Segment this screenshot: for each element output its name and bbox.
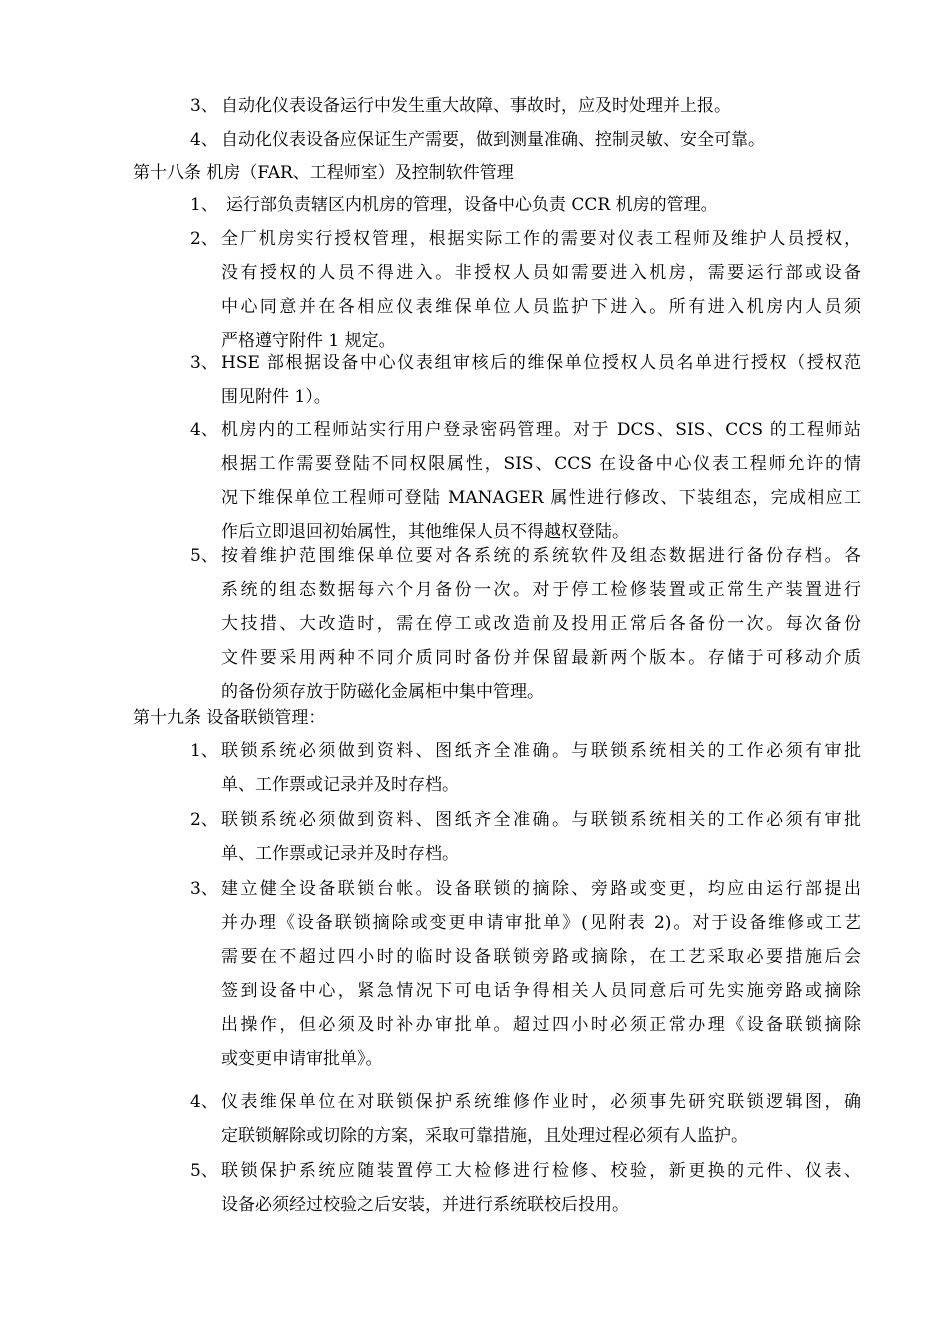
item-line: 况下维保单位工程师可登陆 MANAGER 属性进行修改、下装组态，完成相应工 — [221, 488, 861, 508]
item-line: 机房内的工程师站实行用户登录密码管理。对于 DCS、SIS、CCS 的工程师站 — [221, 420, 861, 440]
item-line: 没有授权的人员不得进入。非授权人员如需要进入机房，需要运行部或设备 — [221, 263, 861, 283]
item-text — [221, 222, 861, 358]
item-number: 4、 — [190, 130, 218, 150]
item-line: 作后立即退回初始属性，其他维保人员不得越权登陆。 — [221, 522, 629, 542]
item-number: 4、 — [190, 420, 218, 440]
item-line: 单、工作票或记录并及时存档。 — [221, 775, 459, 795]
item-line: 根据工作需要登陆不同权限属性，SIS、CCS 在设备中心仪表工程师允许的情 — [221, 454, 861, 474]
item-line: 签到设备中心，紧急情况下可电话争得相关人员同意后可先实施旁路或摘除 — [221, 981, 861, 1001]
item-line: 严格遵守附件 1 规定。 — [221, 331, 396, 351]
item-line: 自动化仪表设备应保证生产需要，做到测量准确、控制灵敏、安全可靠。 — [221, 130, 765, 150]
item-line: 设备必须经过校验之后安装，并进行系统联校后投用。 — [221, 1195, 629, 1215]
item-text — [221, 89, 861, 123]
item-number: 5、 — [190, 546, 218, 566]
item-line: 大技措、大改造时，需在停工或改造前及投用正常后各备份一次。每次备份 — [221, 614, 861, 634]
item-line: 需要在不超过四小时的临时设备联锁旁路或摘除，在工艺采取必要措施后会 — [221, 947, 861, 967]
item-line: 联锁系统必须做到资料、图纸齐全准确。与联锁系统相关的工作必须有审批 — [221, 741, 861, 761]
article-18-heading: 第十八条 机房（FAR、工程师室）及控制软件管理 — [133, 163, 514, 183]
item-number: 3、 — [190, 96, 218, 116]
item-text — [221, 346, 861, 414]
item-line: 定联锁解除或切除的方案，采取可靠措施，且处理过程必须有人监护。 — [221, 1126, 748, 1146]
item-line: 并办理《设备联锁摘除或变更申请审批单》(见附表 2)。对于设备维修或工艺 — [221, 913, 861, 933]
item-line: 联锁系统必须做到资料、图纸齐全准确。与联锁系统相关的工作必须有审批 — [221, 810, 861, 830]
item-line: 运行部负责辖区内机房的管理，设备中心负责 CCR 机房的管理。 — [226, 195, 718, 215]
item-line: 中心同意并在各相应仪表维保单位人员监护下进入。所有进入机房内人员须 — [221, 297, 861, 317]
item-text — [221, 803, 861, 871]
item-line: 联锁保护系统应随装置停工大检修进行检修、校验，新更换的元件、仪表、 — [221, 1161, 861, 1181]
item-number: 2、 — [190, 229, 218, 249]
item-number: 3、 — [190, 879, 218, 899]
item-number: 4、 — [190, 1092, 218, 1112]
item-number: 3、 — [190, 353, 218, 373]
item-line: 按着维护范围维保单位要对各系统的系统软件及组态数据进行备份存档。各 — [221, 546, 861, 566]
item-line: 自动化仪表设备运行中发生重大故障、事故时，应及时处理并上报。 — [221, 96, 731, 116]
item-text — [226, 188, 866, 222]
item-number: 2、 — [190, 810, 218, 830]
item-text — [221, 872, 861, 1076]
item-text — [221, 413, 861, 549]
item-line: 单、工作票或记录并及时存档。 — [221, 844, 459, 864]
item-text — [221, 734, 861, 802]
item-line: 围见附件 1）。 — [221, 387, 331, 407]
item-line: 文件要采用两种不同介质同时备份并保留最新两个版本。存储于可移动介质 — [221, 648, 861, 668]
item-line: 仪表维保单位在对联锁保护系统维修作业时，必须事先研究联锁逻辑图，确 — [221, 1092, 861, 1112]
item-text — [221, 1085, 861, 1153]
item-number: 1、 — [190, 195, 218, 215]
item-line: 出操作，但必须及时补办审批单。超过四小时必须正常办理《设备联锁摘除 — [221, 1015, 861, 1035]
item-line: 全厂机房实行授权管理，根据实际工作的需要对仪表工程师及维护人员授权， — [221, 229, 861, 249]
item-text — [221, 123, 861, 157]
item-line: 建立健全设备联锁台帐。设备联锁的摘除、旁路或变更，均应由运行部提出 — [221, 879, 861, 899]
item-line: 或变更申请审批单》。 — [221, 1049, 383, 1069]
item-text — [221, 1154, 861, 1222]
item-text — [221, 539, 861, 709]
item-line: 系统的组态数据每六个月备份一次。对于停工检修装置或正常生产装置进行 — [221, 580, 861, 600]
item-line: HSE 部根据设备中心仪表组审核后的维保单位授权人员名单进行授权（授权范 — [221, 353, 861, 373]
article-19-heading: 第十九条 设备联锁管理： — [133, 708, 326, 728]
item-number: 1、 — [190, 741, 218, 761]
item-line: 的备份须存放于防磁化金属柜中集中管理。 — [221, 682, 544, 702]
item-number: 5、 — [190, 1161, 218, 1181]
